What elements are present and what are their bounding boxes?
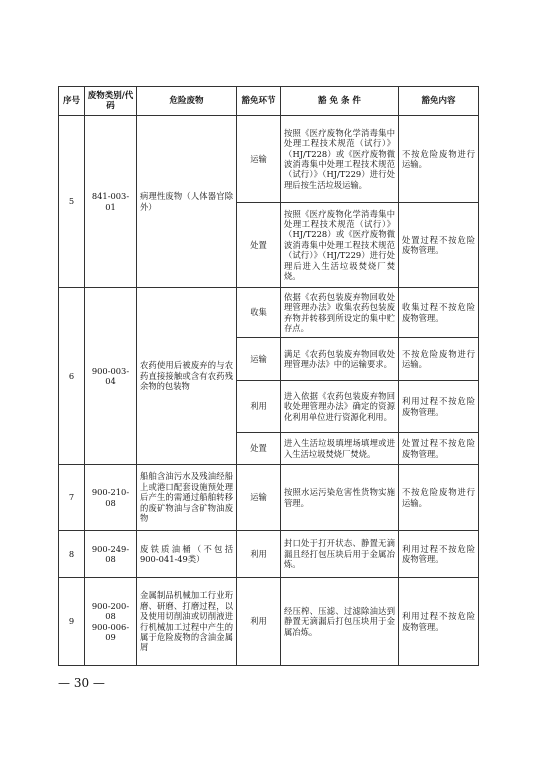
row-stage: 利用 <box>237 531 281 578</box>
row-code: 900-249-08 <box>85 531 137 578</box>
header-stage: 豁免环节 <box>237 87 281 116</box>
row-condition: 按照水运污染危害性货物实施管理。 <box>281 465 399 531</box>
row-no: 9 <box>59 578 85 666</box>
row-stage: 收集 <box>237 288 281 338</box>
row-content: 处置过程不按危险废物管理。 <box>399 433 479 465</box>
row-content: 不按危险废物进行运输。 <box>399 338 479 381</box>
row-stage: 运输 <box>237 338 281 381</box>
row-stage: 利用 <box>237 381 281 433</box>
exemption-table <box>58 86 479 666</box>
row-condition: 按照《医疗废物化学消毒集中处理工程技术规范（试行）》（HJ/T228）或《医疗废物微波消毒集中处理工程技术规范（试行）》（HJ/T229）进行处理后进入生活垃圾焚烧厂焚烧。 <box>281 203 399 288</box>
row-condition: 进入依据《农药包装废弃物回收处理管理办法》确定的资源化利用单位进行资源化利用。 <box>281 381 399 433</box>
row-waste: 金属制品机械加工行业珩磨、研磨、打磨过程，以及使用切削油或切削液进行机械加工过程中产生的属于危险废物的含油金属屑 <box>137 578 237 666</box>
row-code: 900-003-04 <box>85 288 137 465</box>
row-no: 8 <box>59 531 85 578</box>
row-content: 利用过程不按危险废物管理。 <box>399 531 479 578</box>
row-stage: 运输 <box>237 465 281 531</box>
row-content: 利用过程不按危险废物管理。 <box>399 578 479 666</box>
header-waste: 危险废物 <box>137 87 237 116</box>
row-condition: 封口处于打开状态、静置无滴漏且经打包压块后用于金属冶炼。 <box>281 531 399 578</box>
row-content: 处置过程不按危险废物管理。 <box>399 203 479 288</box>
header-condition: 豁 免 条 件 <box>281 87 399 116</box>
row-waste: 农药使用后被废弃的与农药直接接触或含有农药残余物的包装物 <box>137 288 237 465</box>
row-content: 收集过程不按危险废物管理。 <box>399 288 479 338</box>
row-no: 5 <box>59 116 85 288</box>
header-content: 豁免内容 <box>399 87 479 116</box>
row-stage: 处置 <box>237 433 281 465</box>
row-content: 利用过程不按危险废物管理。 <box>399 381 479 433</box>
row-stage: 运输 <box>237 116 281 203</box>
table-row <box>59 578 479 666</box>
row-code: 900-200-08 900-006-09 <box>85 578 137 666</box>
table-row <box>59 288 479 338</box>
row-condition: 经压榨、压滤、过滤除油达到静置无滴漏后打包压块用于金属冶炼。 <box>281 578 399 666</box>
table-row <box>59 116 479 203</box>
row-content: 不按危险废物进行运输。 <box>399 116 479 203</box>
row-code: 841-003-01 <box>85 116 137 288</box>
table-row <box>59 465 479 531</box>
header-code: 废物类别/代码 <box>85 87 137 116</box>
row-condition: 按照《医疗废物化学消毒集中处理工程技术规范（试行）》（HJ/T228）或《医疗废物微波消毒集中处理工程技术规范（试行）》（HJ/T229）进行处理后按生活垃圾运输。 <box>281 116 399 203</box>
table-row <box>59 531 479 578</box>
row-stage: 处置 <box>237 203 281 288</box>
table-header-row <box>59 87 479 116</box>
row-condition: 依据《农药包装废弃物回收处理管理办法》收集农药包装废弃物并转移到所设定的集中贮存点。 <box>281 288 399 338</box>
row-code: 900-210-08 <box>85 465 137 531</box>
row-content: 不按危险废物进行运输。 <box>399 465 479 531</box>
row-waste: 废铁质油桶（不包括900-041-49类） <box>137 531 237 578</box>
row-condition: 满足《农药包装废弃物回收处理管理办法》中的运输要求。 <box>281 338 399 381</box>
page-number: — 30 — <box>58 676 105 690</box>
row-no: 7 <box>59 465 85 531</box>
row-condition: 进入生活垃圾填埋场填埋或进入生活垃圾焚烧厂焚烧。 <box>281 433 399 465</box>
header-no: 序号 <box>59 87 85 116</box>
row-no: 6 <box>59 288 85 465</box>
row-waste: 病理性废物（人体器官除外） <box>137 116 237 288</box>
row-stage: 利用 <box>237 578 281 666</box>
row-waste: 船舶含油污水及残油经船上或港口配套设施预处理后产生的需通过船舶转移的废矿物油与含矿物油废物 <box>137 465 237 531</box>
